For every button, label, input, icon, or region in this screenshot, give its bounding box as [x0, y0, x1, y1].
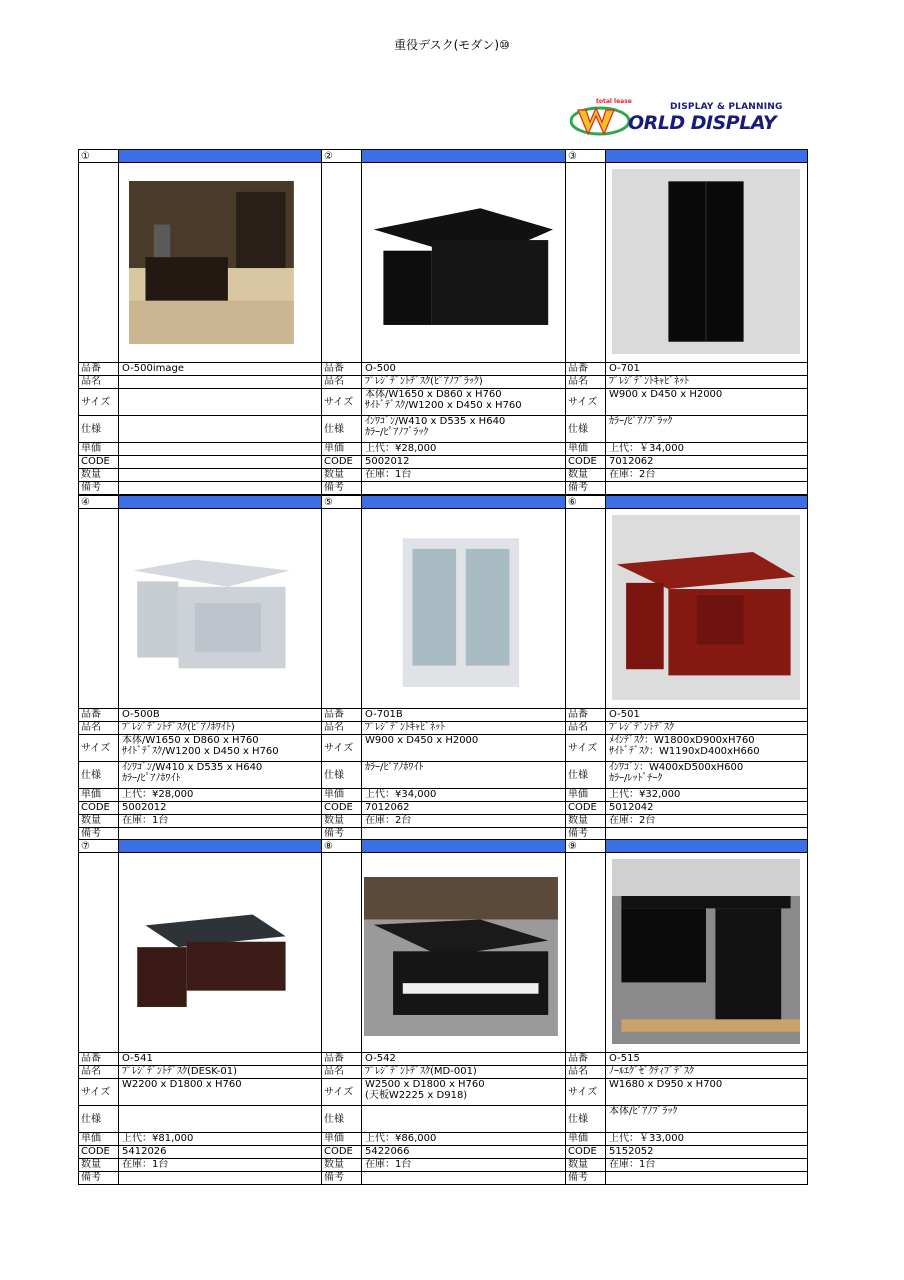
value-code_no: O-542 — [361, 1052, 566, 1066]
label-spec: 仕様 — [78, 415, 119, 443]
label-size: サイズ — [565, 1078, 606, 1106]
label-price: 単価 — [321, 1132, 362, 1146]
value-price: 上代：¥28,000 — [118, 788, 322, 802]
value-size — [361, 388, 566, 416]
value-price — [118, 442, 322, 456]
label-spec: 仕様 — [321, 415, 362, 443]
value-name — [118, 375, 322, 389]
value-code_no: O-500 — [361, 362, 566, 376]
value-note — [361, 1171, 566, 1185]
label-note: 備考 — [565, 827, 606, 841]
world-display-logo — [570, 98, 810, 142]
page-title: 重役デスク(モダン)⑩ — [394, 38, 510, 52]
white-desk-photo — [129, 527, 294, 690]
label-note: 備考 — [321, 827, 362, 841]
value-spec — [118, 761, 322, 789]
item-number: ⑨ — [565, 839, 606, 853]
value-price: 上代：¥32,000 — [605, 788, 808, 802]
label-name: 品名 — [565, 721, 606, 735]
value-code_no: O-701 — [605, 362, 808, 376]
size-line-1: W900 x D450 x H2000 — [609, 389, 723, 400]
item-number: ② — [321, 149, 362, 163]
item-number: ⑦ — [78, 839, 119, 853]
label-price: 単価 — [78, 442, 119, 456]
label-note: 備考 — [321, 481, 362, 495]
photo-cell — [605, 162, 808, 363]
label-qty: 数量 — [78, 468, 119, 482]
label-price: 単価 — [565, 1132, 606, 1146]
value-note — [118, 481, 322, 495]
spec-line-1: ｲﾝﾜｺﾞﾝ/W410 x D535 x H640 — [365, 416, 506, 427]
spec-line-2: ｶﾗｰ/ﾋﾟｱﾉﾎﾜｲﾄ — [122, 773, 181, 784]
logo-small-text: total lease — [596, 98, 632, 105]
label-spec: 仕様 — [565, 761, 606, 789]
value-code: 5422066 — [361, 1145, 566, 1159]
size-line-2: ｻｲﾄﾞﾃﾞｽｸ/W1200 x D450 x H760 — [122, 746, 279, 757]
value-price: 上代：￥34,000 — [605, 442, 808, 456]
label-qty: 数量 — [321, 814, 362, 828]
value-note — [605, 1171, 808, 1185]
photo-cell — [118, 852, 322, 1053]
item-number: ① — [78, 149, 119, 163]
value-code_no: O-500B — [118, 708, 322, 722]
label-qty: 数量 — [78, 814, 119, 828]
label-qty: 数量 — [321, 468, 362, 482]
label-size: サイズ — [321, 388, 362, 416]
brown-desk-photo — [129, 871, 294, 1034]
label-code_no: 品番 — [321, 1052, 362, 1066]
value-qty: 在庫：1台 — [118, 1158, 322, 1172]
label-code_no: 品番 — [321, 708, 362, 722]
value-name: ﾌﾟﾚｼﾞﾃﾞﾝﾄﾃﾞｽｸ(ﾋﾟｱﾉﾌﾞﾗｯｸ) — [361, 375, 566, 389]
value-size — [118, 388, 322, 416]
label-code_no: 品番 — [565, 1052, 606, 1066]
value-code_no: O-501 — [605, 708, 808, 722]
label-price: 単価 — [321, 442, 362, 456]
value-price: 上代：¥34,000 — [361, 788, 566, 802]
label-code_no: 品番 — [565, 362, 606, 376]
label-code_no: 品番 — [78, 1052, 119, 1066]
size-line-2: ｻｲﾄﾞﾃﾞｽｸ/W1200 x D450 x H760 — [365, 400, 522, 411]
item-header-bar — [605, 495, 808, 509]
label-price: 単価 — [78, 1132, 119, 1146]
value-code: 5002012 — [118, 801, 322, 815]
value-code_no: O-701B — [361, 708, 566, 722]
value-price: 上代：¥28,000 — [361, 442, 566, 456]
label-size: サイズ — [78, 1078, 119, 1106]
value-price: 上代：¥86,000 — [361, 1132, 566, 1146]
label-name: 品名 — [78, 375, 119, 389]
label-name: 品名 — [78, 721, 119, 735]
label-code_no: 品番 — [321, 362, 362, 376]
value-code_no: O-515 — [605, 1052, 808, 1066]
value-code: 5152052 — [605, 1145, 808, 1159]
spec-line-1: ｲﾝﾜｺﾞﾝ：W400xD500xH600 — [609, 762, 744, 773]
value-qty: 在庫：1台 — [118, 814, 322, 828]
photo-label-cell — [321, 508, 362, 709]
label-name: 品名 — [321, 375, 362, 389]
label-note: 備考 — [565, 481, 606, 495]
item-header-bar — [361, 149, 566, 163]
value-price: 上代：¥81,000 — [118, 1132, 322, 1146]
label-code: CODE — [565, 1145, 606, 1159]
item-header-bar — [605, 839, 808, 853]
label-size: サイズ — [321, 734, 362, 762]
value-name: ﾌﾟﾚｼﾞﾃﾞﾝﾄﾃﾞｽｸ(MD-001) — [361, 1065, 566, 1079]
photo-label-cell — [321, 852, 362, 1053]
label-spec: 仕様 — [321, 1105, 362, 1133]
photo-cell — [361, 162, 566, 363]
label-code: CODE — [321, 801, 362, 815]
label-spec: 仕様 — [565, 1105, 606, 1133]
value-qty: 在庫：1台 — [361, 1158, 566, 1172]
item-number: ⑧ — [321, 839, 362, 853]
value-size — [605, 734, 808, 762]
label-code_no: 品番 — [565, 708, 606, 722]
value-qty: 在庫：1台 — [361, 468, 566, 482]
spec-line-2: ｶﾗｰ/ﾚｯﾄﾞﾁｰｸ — [609, 773, 663, 784]
value-spec — [361, 415, 566, 443]
value-size — [605, 1078, 808, 1106]
item-header-bar — [361, 839, 566, 853]
label-price: 単価 — [565, 442, 606, 456]
label-qty: 数量 — [565, 814, 606, 828]
label-qty: 数量 — [565, 468, 606, 482]
label-price: 単価 — [565, 788, 606, 802]
value-spec — [605, 415, 808, 443]
label-code: CODE — [321, 1145, 362, 1159]
value-spec — [361, 761, 566, 789]
value-note — [361, 481, 566, 495]
value-qty: 在庫：2台 — [605, 468, 808, 482]
value-size — [361, 734, 566, 762]
label-size: サイズ — [78, 388, 119, 416]
value-code: 7012062 — [361, 801, 566, 815]
photo-label-cell — [78, 508, 119, 709]
value-qty — [118, 468, 322, 482]
value-code: 5002012 — [361, 455, 566, 469]
value-code_no: O-500image — [118, 362, 322, 376]
label-code_no: 品番 — [78, 362, 119, 376]
size-line-2: ｻｲﾄﾞﾃﾞｽｸ：W1190xD400xH660 — [609, 746, 760, 757]
label-qty: 数量 — [321, 1158, 362, 1172]
value-size — [605, 388, 808, 416]
label-code: CODE — [78, 801, 119, 815]
label-size: サイズ — [565, 734, 606, 762]
value-name: ﾌﾟﾚｼﾞﾃﾞﾝﾄﾃﾞｽｸ(DESK-01) — [118, 1065, 322, 1079]
photo-label-cell — [565, 852, 606, 1053]
value-name: ﾉｰﾙｴｸﾞｾﾞｸﾃｨﾌﾞﾃﾞｽｸ — [605, 1065, 808, 1079]
black-cabinet-photo — [612, 169, 800, 354]
value-note — [118, 1171, 322, 1185]
label-name: 品名 — [565, 375, 606, 389]
photo-cell — [605, 508, 808, 709]
label-name: 品名 — [565, 1065, 606, 1079]
size-line-1: 本体/W1650 x D860 x H760 — [365, 389, 502, 400]
value-code: 5412026 — [118, 1145, 322, 1159]
value-name: ﾌﾟﾚｼﾞﾃﾞﾝﾄﾃﾞｽｸ — [605, 721, 808, 735]
value-spec — [605, 1105, 808, 1133]
size-line-1: W2500 x D1800 x H760 — [365, 1079, 485, 1090]
label-code: CODE — [78, 455, 119, 469]
label-spec: 仕様 — [78, 761, 119, 789]
label-price: 単価 — [78, 788, 119, 802]
label-note: 備考 — [565, 1171, 606, 1185]
black-exec-desk-photo — [612, 859, 800, 1044]
label-spec: 仕様 — [565, 415, 606, 443]
value-name: ﾌﾟﾚｼﾞﾃﾞﾝﾄｷｬﾋﾞﾈｯﾄ — [361, 721, 566, 735]
value-spec — [118, 415, 322, 443]
size-line-1: W1680 x D950 x H700 — [609, 1079, 723, 1090]
dark-desk-photo — [364, 877, 558, 1036]
label-note: 備考 — [78, 481, 119, 495]
value-code: 7012062 — [605, 455, 808, 469]
label-code: CODE — [78, 1145, 119, 1159]
value-size — [118, 734, 322, 762]
item-number: ⑥ — [565, 495, 606, 509]
photo-cell — [118, 508, 322, 709]
label-name: 品名 — [321, 721, 362, 735]
label-note: 備考 — [321, 1171, 362, 1185]
label-name: 品名 — [321, 1065, 362, 1079]
size-line-1: ﾒｲﾝﾃﾞｽｸ：W1800xD900xH760 — [609, 735, 755, 746]
spec-line-1: ｶﾗｰ/ﾋﾟｱﾉﾎﾜｲﾄ — [365, 762, 424, 773]
value-size — [361, 1078, 566, 1106]
value-name: ﾌﾟﾚｼﾞﾃﾞﾝﾄﾃﾞｽｸ(ﾋﾟｱﾉﾎﾜｲﾄ) — [118, 721, 322, 735]
label-price: 単価 — [321, 788, 362, 802]
photo-label-cell — [78, 162, 119, 363]
red-desk-photo — [612, 515, 800, 700]
value-note — [605, 481, 808, 495]
label-size: サイズ — [565, 388, 606, 416]
size-line-1: W900 x D450 x H2000 — [365, 735, 479, 746]
label-spec: 仕様 — [321, 761, 362, 789]
value-spec — [605, 761, 808, 789]
label-note: 備考 — [78, 827, 119, 841]
value-qty: 在庫：2台 — [361, 814, 566, 828]
photo-cell — [361, 508, 566, 709]
spec-line-1: ｶﾗｰ/ﾋﾟｱﾉﾌﾞﾗｯｸ — [609, 416, 673, 427]
size-line-1: 本体/W1650 x D860 x H760 — [122, 735, 259, 746]
value-qty: 在庫：1台 — [605, 1158, 808, 1172]
value-code: 5012042 — [605, 801, 808, 815]
label-code: CODE — [321, 455, 362, 469]
photo-label-cell — [78, 852, 119, 1053]
value-code_no: O-541 — [118, 1052, 322, 1066]
photo-cell — [361, 852, 566, 1053]
value-price: 上代：￥33,000 — [605, 1132, 808, 1146]
item-header-bar — [118, 495, 322, 509]
label-qty: 数量 — [565, 1158, 606, 1172]
logo-tagline: DISPLAY & PLANNING — [670, 102, 783, 112]
value-spec — [118, 1105, 322, 1133]
photo-label-cell — [321, 162, 362, 363]
label-size: サイズ — [321, 1078, 362, 1106]
item-number: ⑤ — [321, 495, 362, 509]
label-size: サイズ — [78, 734, 119, 762]
label-note: 備考 — [78, 1171, 119, 1185]
white-cabinet-photo — [364, 533, 558, 692]
size-line-2: (天板W2225 x D918) — [365, 1090, 468, 1101]
spec-line-1: ｲﾝﾜｺﾞﾝ/W410 x D535 x H640 — [122, 762, 263, 773]
label-name: 品名 — [78, 1065, 119, 1079]
office-room-photo — [129, 181, 294, 344]
label-spec: 仕様 — [78, 1105, 119, 1133]
value-name: ﾌﾟﾚｼﾞﾃﾞﾝﾄｷｬﾋﾞﾈｯﾄ — [605, 375, 808, 389]
logo-name: ORLD DISPLAY — [628, 112, 777, 134]
photo-label-cell — [565, 162, 606, 363]
value-size — [118, 1078, 322, 1106]
size-line-1: W2200 x D1800 x H760 — [122, 1079, 242, 1090]
item-number: ③ — [565, 149, 606, 163]
label-code: CODE — [565, 455, 606, 469]
photo-label-cell — [565, 508, 606, 709]
spec-line-2: ｶﾗｰ/ﾋﾟｱﾉﾌﾞﾗｯｸ — [365, 427, 429, 438]
label-code_no: 品番 — [78, 708, 119, 722]
label-code: CODE — [565, 801, 606, 815]
black-desk-photo — [364, 187, 558, 346]
photo-cell — [605, 852, 808, 1053]
value-spec — [361, 1105, 566, 1133]
spec-line-1: 本体/ﾋﾟｱﾉﾌﾞﾗｯｸ — [609, 1106, 678, 1117]
item-header-bar — [118, 149, 322, 163]
photo-cell — [118, 162, 322, 363]
item-header-bar — [361, 495, 566, 509]
item-header-bar — [605, 149, 808, 163]
w-logo-icon — [570, 104, 632, 136]
value-qty: 在庫：2台 — [605, 814, 808, 828]
item-number: ④ — [78, 495, 119, 509]
value-code — [118, 455, 322, 469]
item-header-bar — [118, 839, 322, 853]
label-qty: 数量 — [78, 1158, 119, 1172]
